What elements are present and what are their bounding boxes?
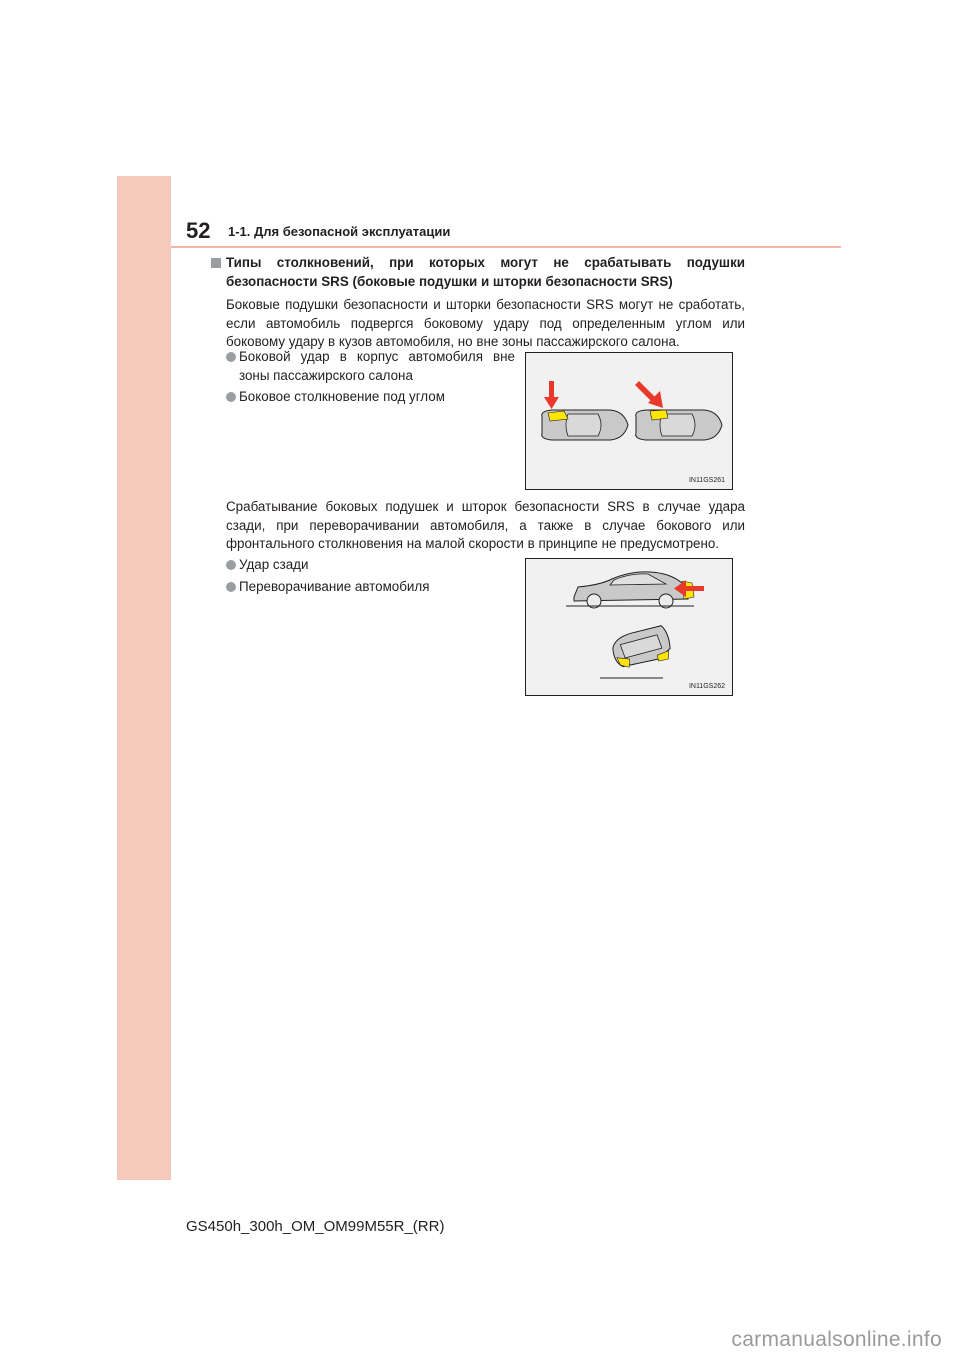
figure-side-impact — [525, 352, 733, 490]
bullet-dot-icon — [226, 392, 236, 402]
car-rolled-over — [610, 625, 673, 670]
heading-square-icon — [211, 258, 221, 268]
car-top-view-left — [542, 410, 628, 440]
section-heading: Типы столкновений, при которых могут не срабатывать подушки безопасности SRS (боковые подушки и шторки безопасности SRS) — [226, 255, 745, 289]
bullet-dot-icon — [226, 560, 236, 570]
figure-code: IN11GS262 — [688, 683, 725, 690]
header-divider — [171, 246, 841, 248]
arrow-icon — [635, 381, 663, 408]
list-item-text: Боковое столкновение под углом — [239, 389, 445, 404]
figure-code: IN11GS261 — [688, 477, 725, 484]
car-side-view — [574, 572, 694, 608]
page-number: 52 — [186, 218, 211, 243]
list-item — [226, 348, 515, 385]
car-top-view-right — [636, 410, 722, 440]
list-item-text: Удар сзади — [239, 557, 309, 572]
list-item — [226, 556, 515, 575]
bullet-dot-icon — [226, 352, 236, 362]
document-code: GS450h_300h_OM_OM99M55R_(RR) — [186, 1218, 445, 1235]
chapter-side-tab — [117, 176, 171, 1180]
list-item-text: Боковой удар в корпус автомобиля вне зоны пассажирского салона — [239, 349, 515, 383]
watermark: carmanualsonline.info — [731, 1328, 942, 1351]
arrow-icon — [544, 381, 559, 409]
list-item — [226, 578, 515, 597]
bullet-dot-icon — [226, 582, 236, 592]
list-item-text: Переворачивание автомобиля — [239, 579, 430, 594]
paragraph-side-airbags: Боковые подушки безопасности и шторки безопасности SRS могут не сработать, если автомобиль подвергся боковому удару под определенным углом или боковому удару в кузов автомобиля, но вне зоны пассажирского салона. — [226, 297, 745, 349]
side-impact-illustration — [526, 353, 732, 489]
figure-rear-rollover — [525, 558, 733, 696]
section-title: 1-1. Для безопасной эксплуатации — [228, 224, 451, 239]
paragraph-no-deployment: Срабатывание боковых подушек и шторок безопасности SRS в случае удара сзади, при переворачивании автомобиля, а также в случае бокового или фронтального столкновения на малой скорости в принципе не предусмотрено. — [226, 499, 745, 551]
list-item — [226, 388, 515, 407]
rear-rollover-illustration — [526, 559, 732, 695]
